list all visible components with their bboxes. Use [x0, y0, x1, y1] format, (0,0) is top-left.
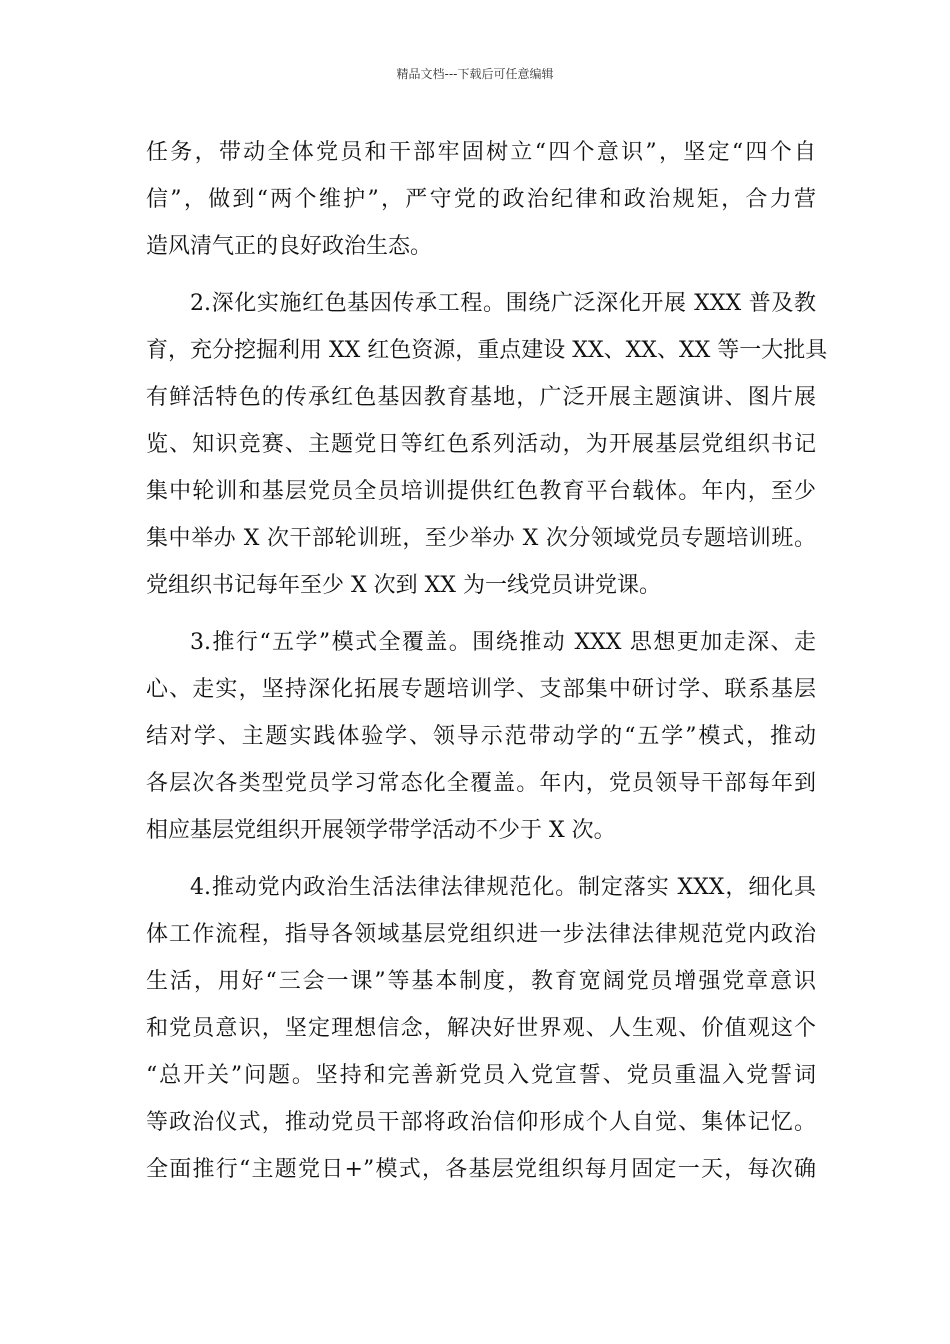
document-body [146, 129, 828, 1193]
paragraph-3 [146, 619, 816, 854]
text-line: 体工作流程，指导各领域基层党组织进一步法律法律规范党内政治 [146, 922, 816, 947]
text-line: 集中举办 X 次干部轮训班，至少举办 X 次分领域党员专题培训班。 [146, 526, 816, 551]
text-line: 生活，用好“三会一课”等基本制度，教育宽阔党员增强党章意识 [146, 969, 816, 994]
text-line: 育，充分挖掘利用 XX 红色资源，重点建设 XX、XX、XX 等一大批具 [146, 338, 828, 363]
text-line: 和党员意识，坚定理想信念，解决好世界观、人生观、价值观这个 [146, 1016, 816, 1041]
text-line: 3.推行“五学”模式全覆盖。围绕推动 XXX 思想更加走深、走 [190, 630, 816, 655]
text-line: 信”，做到“两个维护”，严守党的政治纪律和政治规矩，合力营 [146, 187, 816, 212]
text-line: 党组织书记每年至少 X 次到 XX 为一线党员讲党课。 [146, 573, 661, 598]
paragraph-1 [146, 129, 816, 270]
text-line: 有鲜活特色的传承红色基因教育基地，广泛开展主题演讲、图片展 [146, 385, 816, 410]
text-line: 结对学、主题实践体验学、领导示范带动学的“五学”模式，推动 [146, 724, 816, 749]
paragraph-2 [146, 280, 828, 609]
text-line: 集中轮训和基层党员全员培训提供红色教育平台载体。年内，至少 [146, 479, 816, 504]
paragraph-4 [146, 864, 816, 1193]
text-line: “总开关”问题。坚持和完善新党员入党宣誓、党员重温入党誓词 [146, 1063, 816, 1088]
text-line: 览、知识竞赛、主题党日等红色系列活动，为开展基层党组织书记 [146, 432, 816, 457]
text-line: 造风清气正的良好政治生态。 [146, 234, 433, 259]
text-line: 4.推动党内政治生活法律法律规范化。制定落实 XXX，细化具 [190, 875, 816, 900]
text-line: 心、走实，坚持深化拓展专题培训学、支部集中研讨学、联系基层 [146, 677, 816, 702]
text-line: 2.深化实施红色基因传承工程。围绕广泛深化开展 XXX 普及教 [190, 291, 816, 316]
text-line: 各层次各类型党员学习常态化全覆盖。年内，党员领导干部每年到 [146, 771, 816, 796]
page-header: 精品文档---下载后可任意编辑 [396, 67, 554, 81]
text-line: 任务，带动全体党员和干部牢固树立“四个意识”，坚定“四个自 [146, 140, 816, 165]
text-line: 等政治仪式，推动党员干部将政治信仰形成个人自觉、集体记忆。 [146, 1110, 816, 1135]
text-line: 相应基层党组织开展领学带学活动不少于 X 次。 [146, 818, 616, 843]
text-line: 全面推行“主题党日+”模式，各基层党组织每月固定一天，每次确 [146, 1157, 816, 1182]
